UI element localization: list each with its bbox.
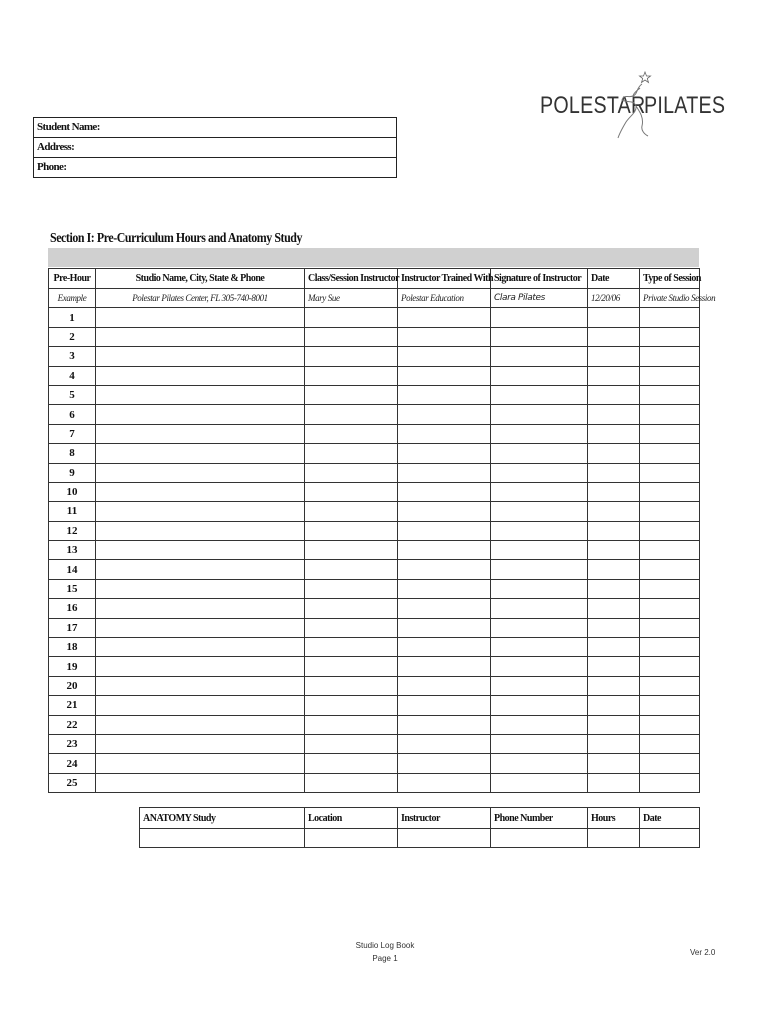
log-cell[interactable] (640, 638, 700, 657)
row-number: 22 (49, 715, 96, 734)
log-cell[interactable] (398, 579, 491, 598)
log-cell[interactable] (588, 734, 640, 753)
header-hours: Hours (588, 808, 640, 829)
table-row (49, 521, 700, 540)
header-date: Date (588, 269, 640, 289)
log-cell[interactable] (491, 366, 588, 385)
log-cell[interactable] (640, 754, 700, 773)
table-row (49, 444, 700, 463)
log-cell[interactable] (96, 618, 305, 637)
log-cell[interactable] (398, 482, 491, 501)
log-cell[interactable] (96, 579, 305, 598)
log-cell[interactable] (398, 424, 491, 443)
log-cell[interactable] (588, 444, 640, 463)
header-pre-hour: Pre-Hour (49, 269, 96, 289)
table-row (49, 579, 700, 598)
log-cell[interactable] (491, 502, 588, 521)
log-cell[interactable] (305, 541, 398, 560)
table-row (49, 657, 700, 676)
log-cell[interactable] (588, 618, 640, 637)
row-number: 5 (49, 385, 96, 404)
log-cell[interactable] (96, 734, 305, 753)
log-cell[interactable] (398, 366, 491, 385)
log-cell[interactable] (398, 385, 491, 404)
row-number: 11 (49, 502, 96, 521)
anatomy-entry-row (140, 829, 700, 848)
example-studio: Polestar Pilates Center, FL 305-740-8001 (96, 289, 305, 308)
log-cell[interactable] (640, 424, 700, 443)
student-name-field[interactable]: Student Name: (34, 118, 396, 138)
log-cell[interactable] (491, 463, 588, 482)
log-cell[interactable] (588, 308, 640, 327)
header-class-instructor: Class/Session Instructor (305, 269, 398, 289)
log-cell[interactable] (305, 618, 398, 637)
header-trained-with: Instructor Trained With (398, 269, 491, 289)
table-row (49, 696, 700, 715)
row-number: 6 (49, 405, 96, 424)
log-cell[interactable] (398, 618, 491, 637)
log-cell[interactable] (305, 308, 398, 327)
table-row (49, 754, 700, 773)
anatomy-cell[interactable] (305, 829, 398, 848)
log-cell[interactable] (305, 773, 398, 792)
table-row (49, 385, 700, 404)
log-cell[interactable] (491, 638, 588, 657)
anatomy-cell[interactable] (398, 829, 491, 848)
example-session-type: Private Studio Session (640, 289, 700, 308)
log-cell[interactable] (398, 696, 491, 715)
log-cell[interactable] (640, 618, 700, 637)
log-cell[interactable] (640, 560, 700, 579)
table-row (49, 327, 700, 346)
log-cell[interactable] (588, 696, 640, 715)
log-cell[interactable] (588, 715, 640, 734)
table-header-row (49, 269, 700, 289)
log-cell[interactable] (588, 579, 640, 598)
log-cell[interactable] (305, 502, 398, 521)
row-number: 14 (49, 560, 96, 579)
log-cell[interactable] (588, 541, 640, 560)
example-trained-with: Polestar Education (398, 289, 491, 308)
log-cell[interactable] (96, 754, 305, 773)
log-cell[interactable] (588, 754, 640, 773)
log-cell[interactable] (398, 773, 491, 792)
log-cell[interactable] (640, 676, 700, 695)
example-instructor: Mary Sue (305, 289, 398, 308)
log-cell[interactable] (491, 715, 588, 734)
row-number: 21 (49, 696, 96, 715)
log-cell[interactable] (491, 347, 588, 366)
log-cell[interactable] (398, 754, 491, 773)
log-cell[interactable] (588, 599, 640, 618)
logo-word-polestar: POLESTAR (540, 92, 646, 119)
row-number: 1 (49, 308, 96, 327)
row-number: 16 (49, 599, 96, 618)
section-divider-bar (48, 248, 699, 267)
row-number: 4 (49, 366, 96, 385)
section-title: Section I: Pre-Curriculum Hours and Anatomy Study (50, 231, 303, 246)
log-cell[interactable] (96, 405, 305, 424)
log-cell[interactable] (588, 327, 640, 346)
log-cell[interactable] (491, 599, 588, 618)
row-number: 7 (49, 424, 96, 443)
row-number: 13 (49, 541, 96, 560)
table-row (49, 618, 700, 637)
anatomy-cell[interactable] (140, 829, 305, 848)
logo-word-pilates: PILATES (644, 92, 726, 119)
header-phone-number: Phone Number (491, 808, 588, 829)
log-cell[interactable] (640, 405, 700, 424)
log-cell[interactable] (491, 754, 588, 773)
row-number: 25 (49, 773, 96, 792)
log-cell[interactable] (96, 715, 305, 734)
log-cell[interactable] (96, 541, 305, 560)
row-number: 24 (49, 754, 96, 773)
log-cell[interactable] (305, 599, 398, 618)
table-row (49, 424, 700, 443)
log-cell[interactable] (96, 327, 305, 346)
log-cell[interactable] (305, 482, 398, 501)
table-row (49, 366, 700, 385)
log-cell[interactable] (305, 424, 398, 443)
log-cell[interactable] (491, 657, 588, 676)
log-cell[interactable] (491, 560, 588, 579)
log-cell[interactable] (96, 696, 305, 715)
pre-curriculum-log-table (48, 268, 716, 793)
log-cell[interactable] (491, 308, 588, 327)
log-cell[interactable] (305, 366, 398, 385)
log-cell[interactable] (640, 502, 700, 521)
log-cell[interactable] (305, 521, 398, 540)
log-cell[interactable] (640, 521, 700, 540)
log-cell[interactable] (640, 482, 700, 501)
log-cell[interactable] (640, 463, 700, 482)
header-studio: Studio Name, City, State & Phone (96, 269, 305, 289)
header-location: Location (305, 808, 398, 829)
log-cell[interactable] (588, 482, 640, 501)
log-cell[interactable] (491, 327, 588, 346)
log-cell[interactable] (640, 715, 700, 734)
table-row (49, 734, 700, 753)
log-cell[interactable] (305, 327, 398, 346)
header-anatomy-date: Date (640, 808, 700, 829)
log-cell[interactable] (588, 347, 640, 366)
log-cell[interactable] (305, 734, 398, 753)
log-cell[interactable] (588, 502, 640, 521)
row-number: 20 (49, 676, 96, 695)
table-row (49, 308, 700, 327)
anatomy-cell[interactable] (588, 829, 640, 848)
footer-book-title: Studio Log Book (355, 941, 415, 950)
anatomy-cell[interactable] (640, 829, 700, 848)
polestar-pilates-logo (540, 70, 725, 142)
footer-page-number: Page 1 (372, 954, 398, 963)
table-row (49, 715, 700, 734)
log-cell[interactable] (398, 521, 491, 540)
example-row (49, 289, 700, 308)
log-cell[interactable] (398, 405, 491, 424)
log-cell[interactable] (398, 502, 491, 521)
table-row (49, 541, 700, 560)
log-cell[interactable] (305, 676, 398, 695)
row-number: 17 (49, 618, 96, 637)
log-cell[interactable] (491, 676, 588, 695)
log-cell[interactable] (96, 502, 305, 521)
table-row (49, 676, 700, 695)
table-row (49, 405, 700, 424)
log-cell[interactable] (640, 579, 700, 598)
log-cell[interactable] (398, 676, 491, 695)
log-cell[interactable] (305, 405, 398, 424)
log-cell[interactable] (96, 676, 305, 695)
page-footer (335, 939, 435, 965)
row-number: 19 (49, 657, 96, 676)
log-cell[interactable] (588, 657, 640, 676)
log-cell[interactable] (398, 599, 491, 618)
log-cell[interactable] (305, 463, 398, 482)
log-cell[interactable] (96, 599, 305, 618)
log-cell[interactable] (398, 715, 491, 734)
anatomy-header-row (140, 808, 700, 829)
log-cell[interactable] (305, 579, 398, 598)
log-cell[interactable] (588, 424, 640, 443)
log-cell[interactable] (588, 463, 640, 482)
log-cell[interactable] (640, 385, 700, 404)
log-cell[interactable] (588, 385, 640, 404)
log-cell[interactable] (398, 444, 491, 463)
row-number: 10 (49, 482, 96, 501)
table-row (49, 773, 700, 792)
example-signature: Clara Pilates (491, 289, 588, 308)
log-cell[interactable] (305, 715, 398, 734)
table-row (49, 347, 700, 366)
log-cell[interactable] (398, 327, 491, 346)
log-cell[interactable] (305, 347, 398, 366)
log-cell[interactable] (640, 734, 700, 753)
log-cell[interactable] (398, 638, 491, 657)
log-cell[interactable] (96, 385, 305, 404)
anatomy-cell[interactable] (491, 829, 588, 848)
log-cell[interactable] (491, 618, 588, 637)
log-cell[interactable] (96, 657, 305, 676)
log-cell[interactable] (491, 773, 588, 792)
log-cell[interactable] (398, 347, 491, 366)
row-number: 2 (49, 327, 96, 346)
log-cell[interactable] (96, 347, 305, 366)
example-label: Example (49, 289, 96, 308)
anatomy-study-table (139, 807, 700, 848)
header-anatomy-study: ANATOMY Study (140, 808, 305, 829)
log-cell[interactable] (588, 560, 640, 579)
header-instructor: Instructor (398, 808, 491, 829)
log-cell[interactable] (588, 638, 640, 657)
table-row (49, 599, 700, 618)
log-cell[interactable] (491, 696, 588, 715)
log-cell[interactable] (640, 696, 700, 715)
log-cell[interactable] (96, 560, 305, 579)
log-cell[interactable] (640, 657, 700, 676)
log-cell[interactable] (640, 347, 700, 366)
log-cell[interactable] (398, 308, 491, 327)
log-cell[interactable] (491, 482, 588, 501)
log-cell[interactable] (305, 754, 398, 773)
log-cell[interactable] (588, 521, 640, 540)
row-number: 12 (49, 521, 96, 540)
log-cell[interactable] (305, 657, 398, 676)
table-row (49, 502, 700, 521)
header-signature: Signature of Instructor (491, 269, 588, 289)
log-cell[interactable] (305, 385, 398, 404)
log-cell[interactable] (96, 463, 305, 482)
log-cell[interactable] (640, 444, 700, 463)
log-cell[interactable] (398, 734, 491, 753)
example-date: 12/20/06 (588, 289, 640, 308)
log-cell[interactable] (640, 773, 700, 792)
log-cell[interactable] (491, 541, 588, 560)
row-number: 23 (49, 734, 96, 753)
log-cell[interactable] (491, 405, 588, 424)
log-cell[interactable] (491, 734, 588, 753)
table-row (49, 482, 700, 501)
log-cell[interactable] (305, 638, 398, 657)
log-cell[interactable] (640, 327, 700, 346)
log-cell[interactable] (491, 521, 588, 540)
log-cell[interactable] (305, 560, 398, 579)
student-info-box (33, 117, 397, 178)
row-number: 9 (49, 463, 96, 482)
log-cell[interactable] (398, 657, 491, 676)
log-cell[interactable] (96, 773, 305, 792)
log-cell[interactable] (305, 696, 398, 715)
log-cell[interactable] (491, 444, 588, 463)
log-cell[interactable] (96, 638, 305, 657)
header-session-type: Type of Session (640, 269, 700, 289)
address-field[interactable]: Address: (34, 138, 396, 158)
log-cell[interactable] (491, 385, 588, 404)
table-row (49, 638, 700, 657)
log-cell[interactable] (588, 773, 640, 792)
log-cell[interactable] (640, 366, 700, 385)
log-cell[interactable] (398, 463, 491, 482)
log-cell[interactable] (96, 482, 305, 501)
log-cell[interactable] (491, 424, 588, 443)
log-cell[interactable] (96, 521, 305, 540)
log-cell[interactable] (588, 405, 640, 424)
table-row (49, 560, 700, 579)
log-cell[interactable] (588, 676, 640, 695)
row-number: 3 (49, 347, 96, 366)
log-cell[interactable] (305, 444, 398, 463)
row-number: 18 (49, 638, 96, 657)
log-cell[interactable] (588, 366, 640, 385)
log-cell[interactable] (640, 308, 700, 327)
log-cell[interactable] (491, 579, 588, 598)
log-cell[interactable] (96, 366, 305, 385)
log-cell[interactable] (398, 560, 491, 579)
log-cell[interactable] (96, 424, 305, 443)
version-label: Ver 2.0 (690, 948, 716, 957)
row-number: 15 (49, 579, 96, 598)
log-cell[interactable] (96, 444, 305, 463)
phone-field[interactable]: Phone: (37, 161, 67, 173)
log-cell[interactable] (398, 541, 491, 560)
row-number: 8 (49, 444, 96, 463)
log-cell[interactable] (96, 308, 305, 327)
log-cell[interactable] (640, 541, 700, 560)
table-row (49, 463, 700, 482)
log-cell[interactable] (640, 599, 700, 618)
